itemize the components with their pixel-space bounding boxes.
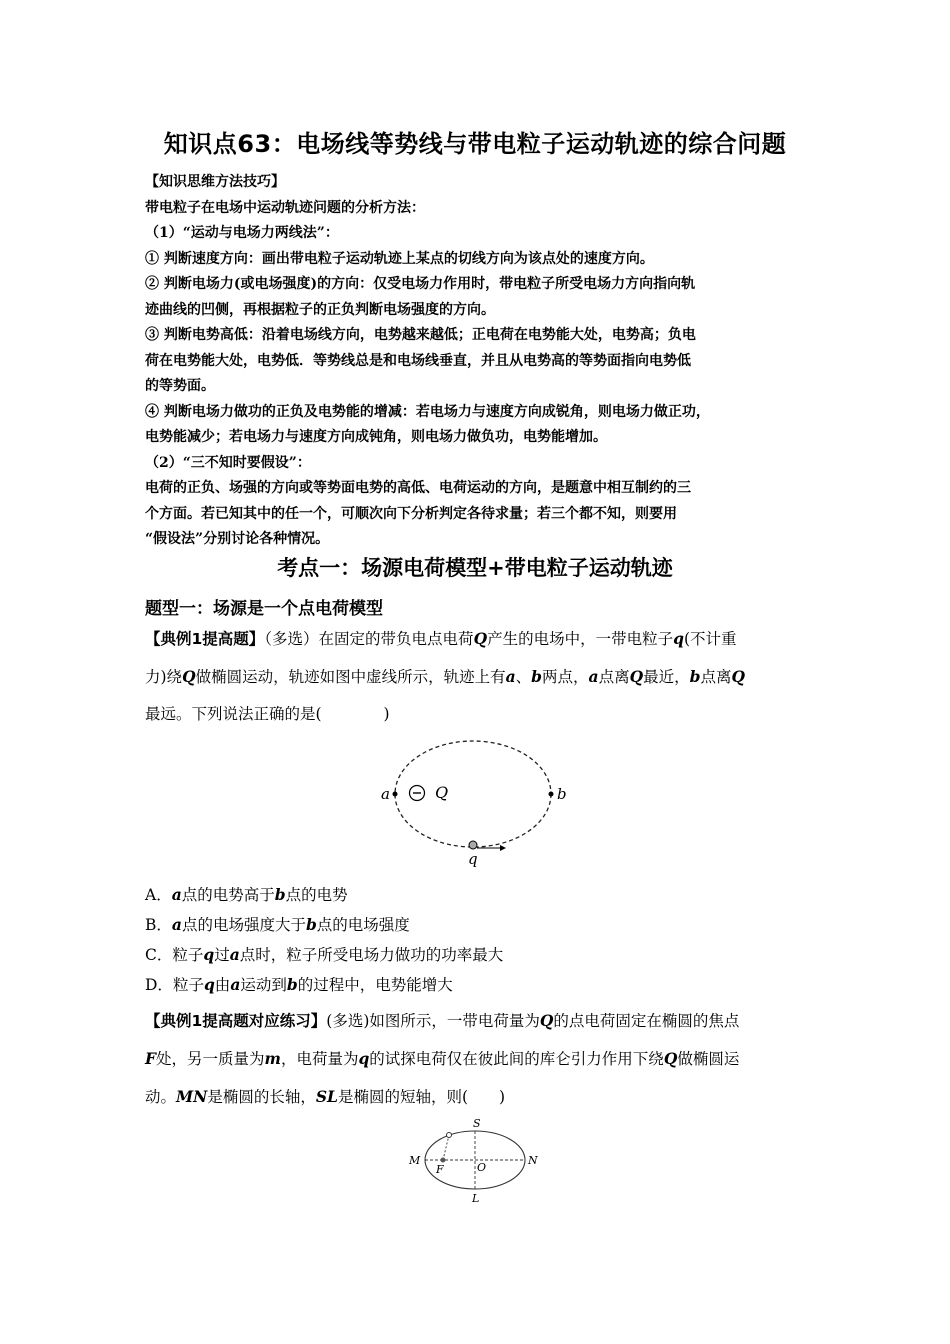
option-a[interactable]: A．a点的电势高于b点的电势 — [145, 885, 348, 904]
svg-text:F: F — [436, 1163, 444, 1176]
point-a — [393, 792, 398, 797]
point-b — [549, 792, 554, 797]
example1-figure — [370, 734, 580, 870]
example1-line1: 【典例1提高题】（多选）在固定的带负电点电荷Q产生的电场中，一带电粒子q(不计重 — [145, 629, 737, 648]
orbit-ellipse — [395, 741, 551, 847]
method-heading: 【知识思维方法技巧】 — [145, 174, 285, 190]
rule1-title: （1）“运动与电场力两线法”： — [145, 225, 339, 241]
svg-text:L: L — [472, 1192, 480, 1205]
practice1-line1: 【典例1提高题对应练习】(多选)如图所示，一带电荷量为Q的点电荷固定在椭圆的焦点 — [145, 1011, 740, 1030]
label-b: b — [557, 785, 567, 803]
particle-q — [469, 841, 477, 849]
svg-text:O: O — [477, 1161, 487, 1174]
point1: ① 判断速度方向：画出带电粒子运动轨迹上某点的切线方向为该点处的速度方向。 — [145, 250, 654, 267]
practice1-line2: F处，另一质量为m，电荷量为q的试探电荷仅在彼此间的库仑引力作用下绕Q做椭圆运 — [145, 1049, 740, 1068]
practice1-tag: 【典例1提高题对应练习】 — [145, 1012, 327, 1030]
point4-line1: ④ 判断电场力做功的正负及电势能的增减：若电场力与速度方向成锐角，则电场力做正功， — [145, 403, 710, 420]
example1-question — [145, 620, 817, 733]
section-title: 考点一：场源电荷模型+带电粒子运动轨迹 — [277, 556, 673, 580]
practice1-figure — [400, 1114, 550, 1210]
practice1-line3: 动。MN是椭圆的长轴，SL是椭圆的短轴，则( ) — [145, 1087, 506, 1106]
label-a: a — [381, 785, 390, 803]
focus-point — [441, 1158, 446, 1163]
method-section — [145, 170, 817, 553]
type-title: 题型一：场源是一个点电荷模型 — [145, 599, 383, 619]
svg-text:M: M — [409, 1154, 421, 1167]
example1-tag: 【典例1提高题】 — [145, 630, 265, 648]
option-c[interactable]: C．粒子q过a点时，粒子所受电场力做功的功率最大 — [145, 945, 504, 964]
point3-line3: 的等势面。 — [145, 378, 215, 394]
point4-line2: 电势能减少；若电场力与速度方向成钝角，则电场力做负功，电势能增加。 — [145, 429, 607, 445]
rule2-line2: 个方面。若已知其中的任一个，可顺次向下分析判定各待求量；若三个都不知，则要用 — [145, 505, 677, 522]
method-intro: 带电粒子在电场中运动轨迹问题的分析方法： — [145, 199, 425, 216]
rule2-line1: 电荷的正负、场强的方向或等势面电势的高低、电荷运动的方向，是题意中相互制约的三 — [145, 480, 691, 496]
svg-text:N: N — [528, 1154, 538, 1167]
example1-line2: 力)绕Q做椭圆运动，轨迹如图中虚线所示，轨迹上有a、b两点，a点离Q最近，b点离Q — [145, 667, 745, 686]
label-Q: Q — [435, 783, 449, 802]
page-title: 知识点63：电场线等势线与带电粒子运动轨迹的综合问题 — [163, 130, 787, 158]
example1-options — [145, 880, 817, 1000]
option-b[interactable]: B．a点的电场强度大于b点的电场强度 — [145, 915, 410, 934]
option-d[interactable]: D．粒子q由a运动到b的过程中，电势能增大 — [145, 975, 453, 994]
test-charge — [447, 1133, 452, 1138]
rule2-title: （2）“三不知时要假设”： — [145, 454, 311, 471]
point2-line1: ② 判断电场力(或电场强度)的方向：仅受电场力作用时，带电粒子所受电场力方向指向轨 — [145, 276, 696, 292]
label-q: q — [468, 850, 478, 868]
point3-line1: ③ 判断电势高低：沿着电场线方向，电势越来越低；正电荷在电势能大处，电势高；负电 — [145, 327, 696, 343]
rule2-line3: “假设法”分别讨论各种情况。 — [145, 531, 330, 547]
practice1-question — [145, 1002, 817, 1116]
svg-text:S: S — [473, 1117, 481, 1130]
focus-line — [443, 1135, 449, 1160]
point2-line2: 迹曲线的凹侧，再根据粒子的正负判断电场强度的方向。 — [145, 301, 495, 318]
point3-line2: 荷在电势能大处，电势低．等势线总是和电场线垂直，并且从电势高的等势面指向电势低 — [145, 352, 691, 369]
example1-line3: 最远。下列说法正确的是( ) — [145, 705, 390, 723]
